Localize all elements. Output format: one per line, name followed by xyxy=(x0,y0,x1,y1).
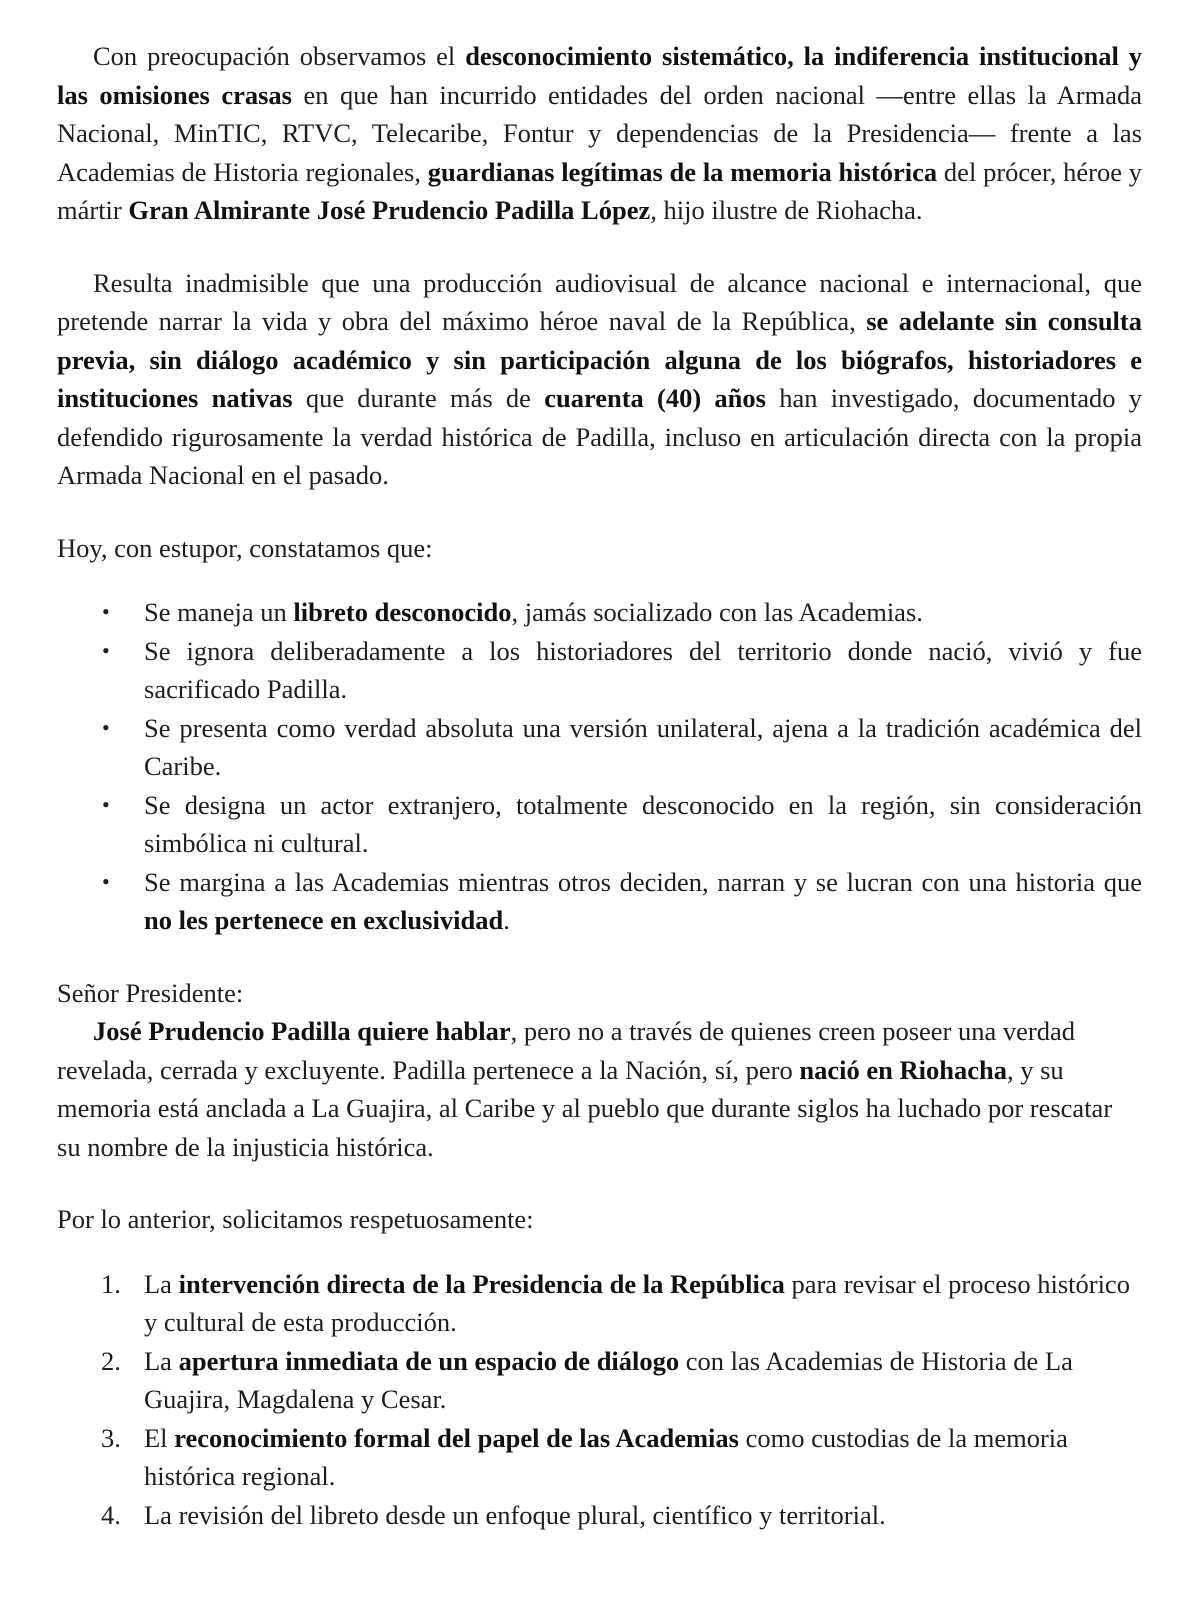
list-item xyxy=(57,786,1142,863)
item-2-text-a: La xyxy=(144,1345,179,1376)
item-4-text-a: La revisión del libreto desde un enfoque plural, científico y territorial. xyxy=(144,1499,886,1530)
paragraph-por-lo-anterior: Por lo anterior, solicitamos respetuosamente: xyxy=(57,1204,534,1234)
p1-text-c: en que han incurrido entidades del orden nacional —entre ellas la Armada Nacional, MinTIC, RTVC, Telecaribe, Fontur y dependencias de la Presidencia— frente a las Academias de Historia regionales, xyxy=(57,79,1142,187)
p2-bold-1: se adelante sin consulta previa, sin diálogo académico y sin participación alguna de los biógrafos, historiadores e instituciones nativas xyxy=(57,306,1142,413)
bullet-marker: • xyxy=(102,599,110,624)
item-3-bold: reconocimiento formal del papel de las Academias xyxy=(174,1422,739,1453)
p1-bold-3: Gran Almirante José Prudencio Padilla López xyxy=(128,195,651,225)
bullet-marker: • xyxy=(102,637,110,663)
salutation: Señor Presidente: xyxy=(57,977,244,1008)
bullet-list xyxy=(57,593,1142,940)
item-2-text-c: con las Academias de Historia de La Guajira, Magdalena y Cesar. xyxy=(144,1345,1073,1414)
document-page xyxy=(57,37,1142,1534)
p3-text-c: , y su memoria está anclada a La Guajira, al Caribe y al pueblo que durante siglos ha luchado por rescatar su nombre de la injusticia histórica. xyxy=(57,1054,1113,1162)
bullet-4-text: Se designa un actor extranjero, totalmente desconocido en la región, sin consideración simbólica ni cultural. xyxy=(144,789,1142,858)
list-number: 4. xyxy=(101,1499,121,1530)
bullet-2-text: Se ignora deliberadamente a los historiadores del territorio donde nació, vivió y fue sacrificado Padilla. xyxy=(144,635,1142,704)
p1-text-d: del prócer, héroe y mártir xyxy=(57,156,1142,225)
bullet-5-text-a: Se margina a las Academias mientras otros deciden, narran y se lucran con una historia que xyxy=(144,866,1142,897)
list-item xyxy=(57,593,1142,632)
item-1-text-c: para revisar el proceso histórico y cultural de esta producción. xyxy=(144,1268,1130,1337)
paragraph-padilla-quiere-hablar xyxy=(57,1012,1142,1166)
bullet-1-text-a: Se maneja un xyxy=(144,597,294,627)
list-item xyxy=(57,1342,1142,1419)
bullet-1-bold: libreto desconocido xyxy=(293,597,512,627)
list-item xyxy=(57,709,1142,786)
bullet-marker: • xyxy=(102,868,110,894)
list-item xyxy=(57,1265,1142,1342)
list-number: 2. xyxy=(101,1345,121,1376)
list-item xyxy=(57,632,1142,709)
p1-bold-1: desconocimiento sistemático, la indiferencia institucional y las omisiones crasas xyxy=(57,41,1143,110)
bullet-marker: • xyxy=(102,714,110,740)
p2-text-a: Resulta inadmisible que una producción audiovisual de alcance nacional e internacional, que pretende narrar la vida y obra del máximo héroe naval de la República, xyxy=(57,267,1142,336)
list-number: 3. xyxy=(101,1422,121,1453)
bullet-3-text: Se presenta como verdad absoluta una versión unilateral, ajena a la tradición académica del Caribe. xyxy=(144,712,1142,781)
p3-bold-2: nació en Riohacha xyxy=(799,1054,1007,1085)
p3-text-a: , pero no a través de quienes creen poseer una verdad revelada, cerrada y excluyente. Padilla pertenece a la Nación, sí, pero xyxy=(57,1016,1075,1085)
bullet-5-bold: no les pertenece en exclusividad xyxy=(144,905,504,935)
p2-text-c: que durante más de xyxy=(292,383,545,413)
item-1-bold: intervención directa de la Presidencia de la República xyxy=(178,1268,785,1299)
bullet-5-text-c: . xyxy=(503,905,510,935)
paragraph-hoy: Hoy, con estupor, constatamos que: xyxy=(57,532,433,563)
list-item xyxy=(57,863,1142,940)
bullet-marker: • xyxy=(102,791,110,817)
p3-bold-1: José Prudencio Padilla quiere hablar xyxy=(93,1016,511,1046)
p1-text-a: Con preocupación observamos el xyxy=(93,41,466,71)
numbered-list xyxy=(57,1265,1142,1535)
list-number: 1. xyxy=(101,1268,121,1299)
paragraph-inadmisible xyxy=(57,264,1142,495)
p2-bold-2: cuarenta (40) años xyxy=(544,383,766,413)
paragraph-preocupacion xyxy=(57,37,1142,230)
item-2-bold: apertura inmediata de un espacio de diálogo xyxy=(178,1345,680,1376)
list-item xyxy=(57,1496,1142,1535)
p1-bold-2: guardianas legítimas de la memoria histórica xyxy=(427,156,938,187)
item-3-text-c: como custodias de la memoria histórica regional. xyxy=(144,1422,1068,1491)
p1-text-e: , hijo ilustre de Riohacha. xyxy=(650,195,923,225)
p2-text-d: han investigado, documentado y defendido rigurosamente la verdad histórica de Padilla, incluso en articulación directa con la propia Armada Nacional en el pasado. xyxy=(57,383,1142,490)
list-item xyxy=(57,1419,1142,1496)
item-1-text-a: La xyxy=(144,1268,179,1299)
item-3-text-a: El xyxy=(144,1422,175,1453)
bullet-1-text-c: , jamás socializado con las Academias. xyxy=(511,597,923,627)
